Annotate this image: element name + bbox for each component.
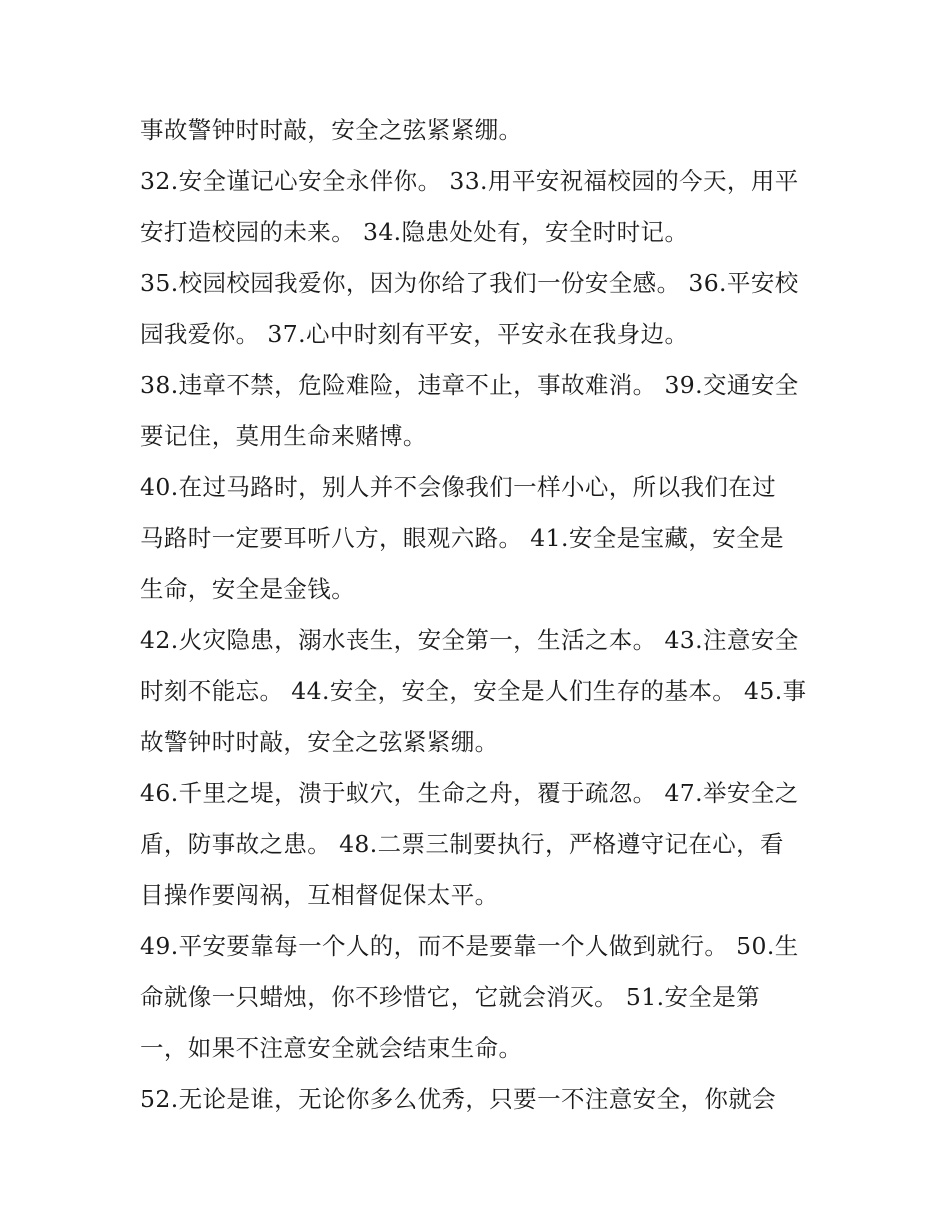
text-line: 安打造校园的未来。 34.隐患处处有，安全时时记。: [140, 218, 689, 246]
text-line: 命就像一只蜡烛，你不珍惜它，它就会消灭。 51.安全是第: [140, 983, 761, 1011]
text-line: 40.在过马路时，别人并不会像我们一样小心，所以我们在过: [140, 473, 777, 501]
text-line: 32.安全谨记心安全永伴你。 33.用平安祝福校园的今天，用平: [140, 167, 799, 195]
text-line: 盾，防事故之患。 48.二票三制要执行，严格遵守记在心，看: [140, 830, 784, 858]
text-line: 49.平安要靠每一个人的，而不是要靠一个人做到就行。 50.生: [140, 932, 799, 960]
text-line: 事故警钟时时敲，安全之弦紧紧绷。: [140, 116, 523, 144]
text-line: 42.火灾隐患，溺水丧生，安全第一，生活之本。 43.注意安全: [140, 626, 799, 654]
slogan-text-block: [140, 108, 820, 1128]
text-line: 故警钟时时敲，安全之弦紧紧绷。: [140, 728, 499, 756]
text-line: 马路时一定要耳听八方，眼观六路。 41.安全是宝藏，安全是: [140, 524, 784, 552]
text-line: 园我爱你。 37.心中时刻有平安，平安永在我身边。: [140, 320, 689, 348]
text-line: 时刻不能忘。 44.安全，安全，安全是人们生存的基本。 45.事: [140, 677, 807, 705]
text-line: 35.校园校园我爱你，因为你给了我们一份安全感。 36.平安校: [140, 269, 799, 297]
text-line: 一，如果不注意安全就会结束生命。: [140, 1034, 523, 1062]
text-line: 目操作要闯祸，互相督促保太平。: [140, 881, 499, 909]
text-line: 38.违章不禁，危险难险，违章不止，事故难消。 39.交通安全: [140, 371, 799, 399]
text-line: 生命，安全是金钱。: [140, 575, 356, 603]
text-line: 要记住，莫用生命来赌博。: [140, 422, 427, 450]
text-line: 52.无论是谁，无论你多么优秀，只要一不注意安全，你就会: [140, 1085, 777, 1113]
text-line: 46.千里之堤，溃于蚁穴，生命之舟，覆于疏忽。 47.举安全之: [140, 779, 799, 807]
